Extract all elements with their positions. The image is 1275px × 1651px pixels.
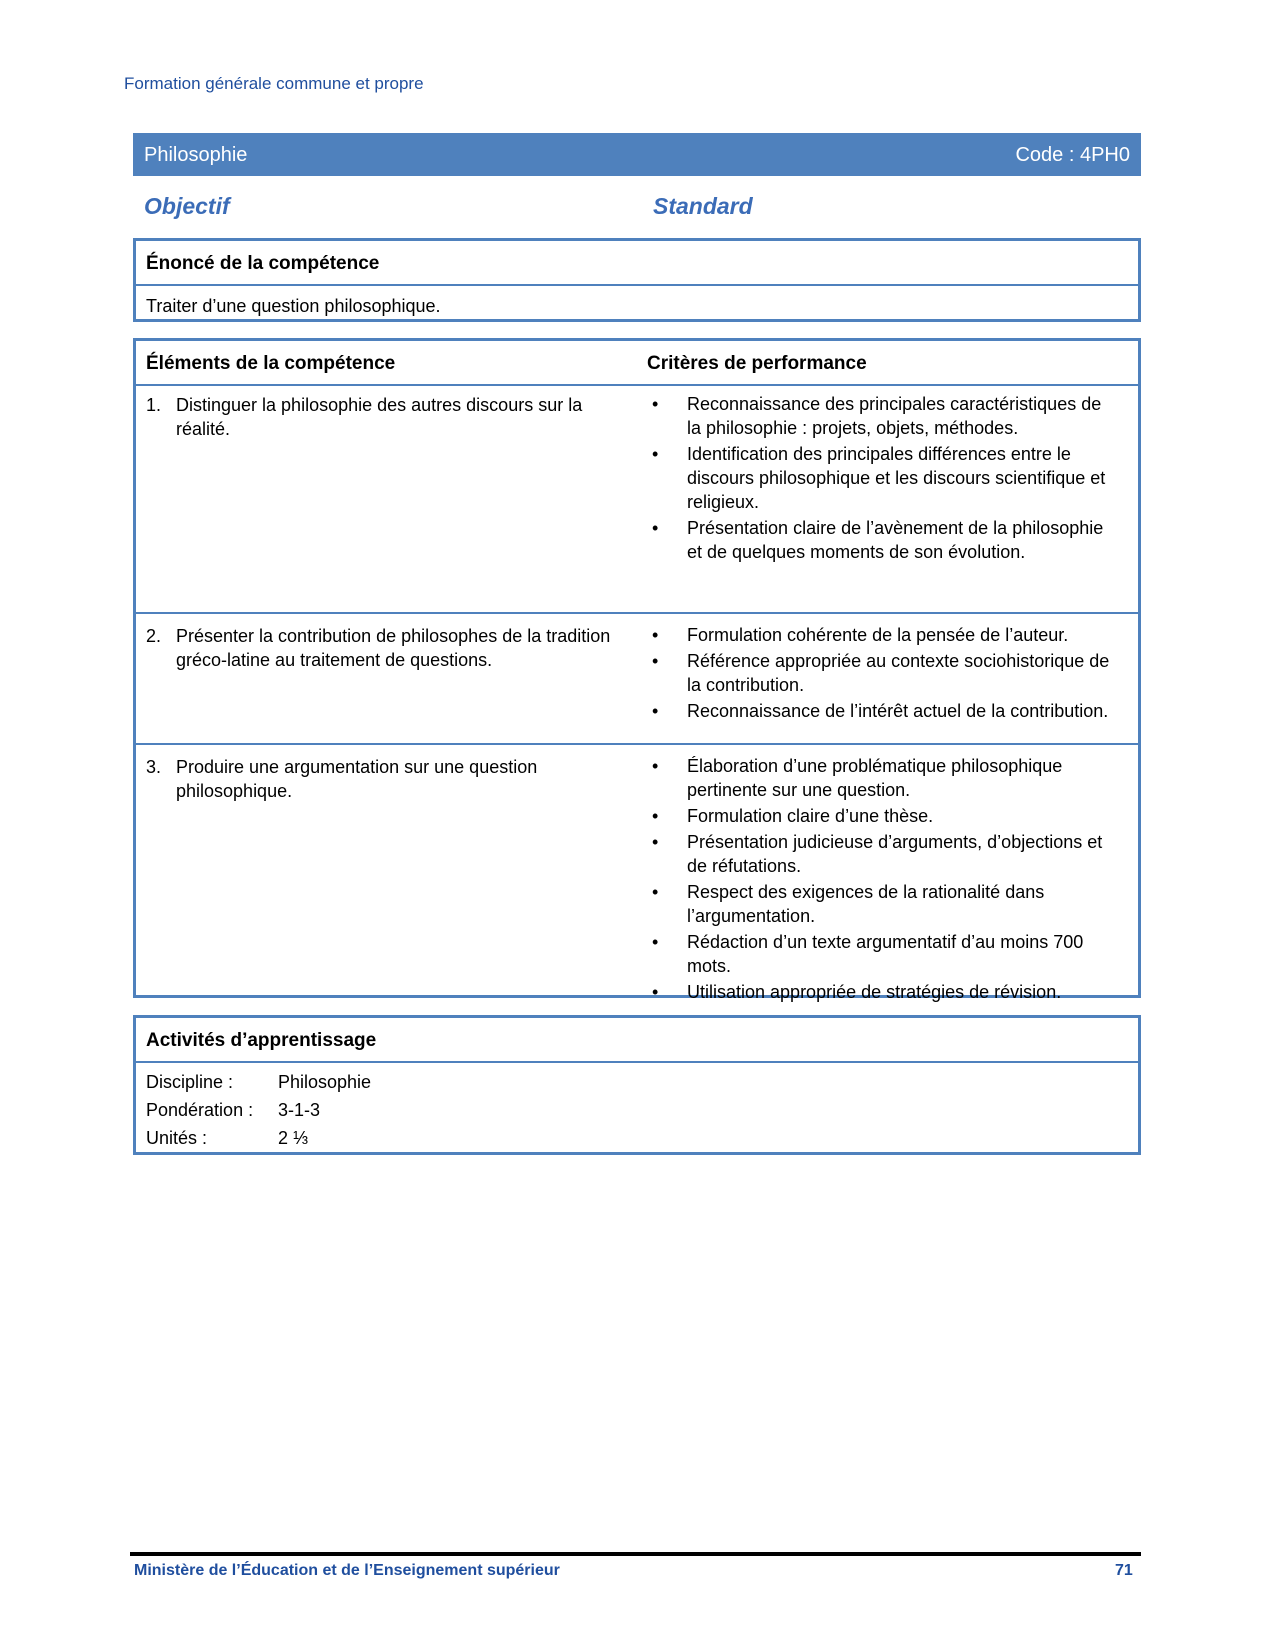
bullet-icon: •	[652, 444, 659, 464]
course-title: Philosophie	[144, 144, 248, 166]
element-number: 1.	[146, 395, 162, 415]
detail-row-unites: Unités : 2 ⅓	[146, 1128, 309, 1148]
criterion-item: • Formulation claire d’une thèse.	[652, 806, 934, 826]
row-divider	[136, 612, 1138, 614]
criterion-item: • Élaboration d’une problématique philosophique pertinente sur une question.	[652, 756, 1063, 800]
objectif-label: Objectif	[144, 193, 230, 219]
criterion-item: • Formulation cohérente de la pensée de l’auteur.	[652, 625, 1069, 645]
divider	[136, 384, 1138, 386]
page-number: 71	[1115, 1562, 1133, 1579]
criterion-item: • Référence appropriée au contexte sociohistorique de la contribution.	[652, 651, 1110, 695]
bullet-icon: •	[652, 394, 659, 414]
bullet-icon: •	[652, 832, 659, 852]
detail-row-discipline: Discipline : Philosophie	[146, 1072, 372, 1092]
activites-box	[133, 1015, 1141, 1155]
bullet-icon: •	[652, 625, 659, 645]
row-divider	[136, 743, 1138, 745]
element-item-2	[146, 624, 626, 672]
footer-ministry: Ministère de l’Éducation et de l’Enseignement supérieur	[134, 1562, 560, 1579]
bullet-icon: •	[652, 701, 659, 721]
bullet-icon: •	[652, 882, 659, 902]
criterion-item: • Respect des exigences de la rationalité dans l’argumentation.	[652, 882, 1045, 926]
criteria-heading: Critères de performance	[647, 353, 867, 374]
course-code: Code : 4PH0	[1015, 144, 1130, 166]
bullet-icon: •	[652, 518, 659, 538]
bullet-icon: •	[652, 932, 659, 952]
element-text: Produire une argumentation sur une question philosophique.	[176, 757, 538, 801]
bullet-icon: •	[652, 651, 659, 671]
detail-row-ponderation: Pondération : 3-1-3	[146, 1100, 321, 1120]
criterion-item: • Présentation claire de l’avènement de la philosophie et de quelques moments de son évolution.	[652, 518, 1104, 562]
criterion-item: • Reconnaissance de l’intérêt actuel de la contribution.	[652, 701, 1109, 721]
bullet-icon: •	[652, 982, 659, 1002]
criterion-item: • Utilisation appropriée de stratégies de révision.	[652, 982, 1062, 1002]
activites-details	[146, 1068, 371, 1152]
course-header-bar	[133, 133, 1141, 176]
element-text: Distinguer la philosophie des autres discours sur la réalité.	[176, 395, 583, 439]
enonce-box	[133, 238, 1141, 322]
criterion-item: • Identification des principales différences entre le discours philosophique et les discours scientifique et religieux.	[652, 444, 1106, 512]
element-item-3	[146, 755, 626, 803]
criteria-list-2	[650, 623, 1120, 725]
element-number: 3.	[146, 757, 162, 777]
standard-label: Standard	[653, 193, 753, 219]
enonce-heading: Énoncé de la compétence	[146, 253, 380, 274]
criterion-item: • Présentation judicieuse d’arguments, d’objections et de réfutations.	[652, 832, 1103, 876]
bullet-icon: •	[652, 756, 659, 776]
element-text: Présenter la contribution de philosophes de la tradition gréco-latine au traitement de questions.	[176, 626, 611, 670]
enonce-text: Traiter d’une question philosophique.	[146, 296, 441, 316]
criteria-list-3	[650, 754, 1120, 1006]
bullet-icon: •	[652, 806, 659, 826]
criteria-list-1	[650, 392, 1120, 566]
criterion-item: • Rédaction d’un texte argumentatif d’au moins 700 mots.	[652, 932, 1084, 976]
activites-heading: Activités d’apprentissage	[146, 1030, 377, 1051]
top-running-text: Formation générale commune et propre	[124, 74, 424, 93]
elements-box	[133, 338, 1141, 1002]
element-item-1	[146, 393, 626, 441]
criterion-item: • Reconnaissance des principales caractéristiques de la philosophie : projets, objets, méthodes.	[652, 394, 1102, 438]
divider	[136, 284, 1138, 286]
footer-rule	[130, 1552, 1141, 1556]
elements-heading: Éléments de la compétence	[146, 353, 396, 374]
element-number: 2.	[146, 626, 162, 646]
divider	[136, 1061, 1138, 1063]
